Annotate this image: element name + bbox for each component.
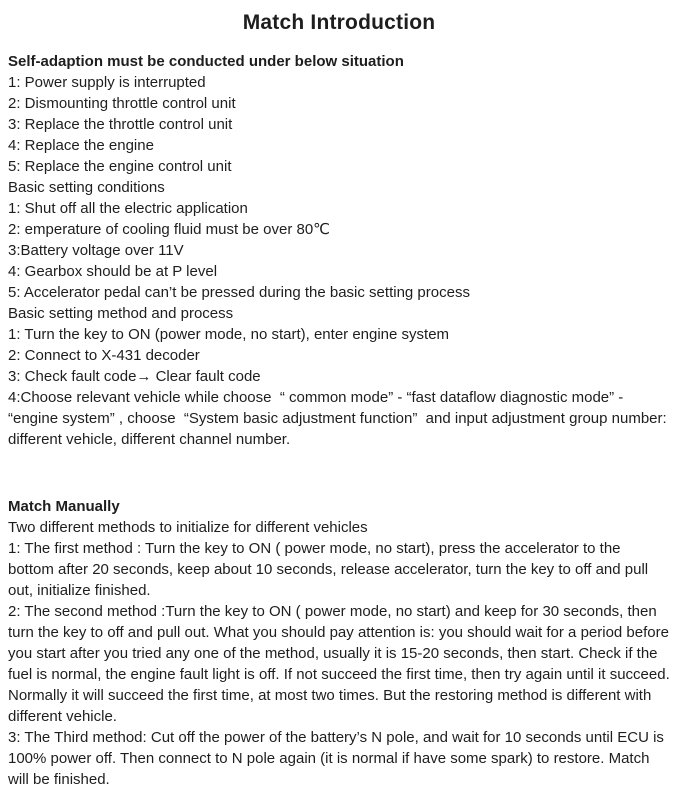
text-line: 3:Battery voltage over 11V — [8, 242, 184, 259]
section-self-adaption — [8, 51, 670, 450]
text-line-second-method: 2: The second method :Turn the key to ON ( power mode, no start) and keep for 30 seconds, then turn the key to off and pull out. What you should pay attention is: you should wait for a period before you start after you tried any one of the method, usually it is 15-20 seconds, then start. Check if the fuel is normal, the engine fault light is off. If not succeed the first time, then try again until it succeed. Normally it will succeed the first time, at most two times. But the restoring method is different with different vehicle. — [8, 603, 674, 725]
text-line: 2: Connect to X-431 decoder — [8, 347, 200, 364]
text-line-basic-setting-conditions: Basic setting conditions — [8, 179, 165, 196]
text-line: 1: Power supply is interrupted — [8, 74, 206, 91]
text-line: 5: Accelerator pedal can’t be pressed during the basic setting process — [8, 284, 470, 301]
text-line: 1: Turn the key to ON (power mode, no start), enter engine system — [8, 326, 450, 343]
text-line: Two different methods to initialize for different vehicles — [8, 519, 368, 536]
text-line: 1: Shut off all the electric application — [8, 200, 248, 217]
section-match-manually — [8, 496, 674, 790]
text-line: 2: Dismounting throttle control unit — [8, 95, 236, 112]
text-line-first-method: 1: The first method : Turn the key to ON ( power mode, no start), press the accelerator to the bottom after 20 seconds, keep about 10 seconds, release accelerator, turn the key to off and pull out, initialize finished. — [8, 540, 653, 599]
text-line-third-method: 3: The Third method: Cut off the power of the battery’s N pole, and wait for 10 seconds until ECU is 100% power off. Then connect to N pole again (it is normal if have some spark) to restore. Match will be finished. — [8, 729, 669, 788]
text-line: 3: Check fault code→ Clear fault code — [8, 368, 261, 385]
text-line: 4: Replace the engine — [8, 137, 154, 154]
text-line: 3: Replace the throttle control unit — [8, 116, 233, 133]
section-heading-self-adaption: Self-adaption must be conducted under below situation — [8, 53, 404, 70]
text-line: 4: Gearbox should be at P level — [8, 263, 218, 280]
text-line-basic-setting-method: Basic setting method and process — [8, 305, 234, 322]
page-title: Match Introduction — [242, 11, 436, 34]
text-line: 5: Replace the engine control unit — [8, 158, 232, 175]
section-heading-match-manually: Match Manually — [8, 498, 120, 515]
text-line: 2: emperature of cooling fluid must be over 80℃ — [8, 221, 331, 238]
text-line: 4:Choose relevant vehicle while choose “ common mode” - “fast dataflow diagnostic mode” - “engine system” , choose “System basic adjustment function” and input adjustment group number: different vehicle, different channel number. — [8, 389, 671, 448]
